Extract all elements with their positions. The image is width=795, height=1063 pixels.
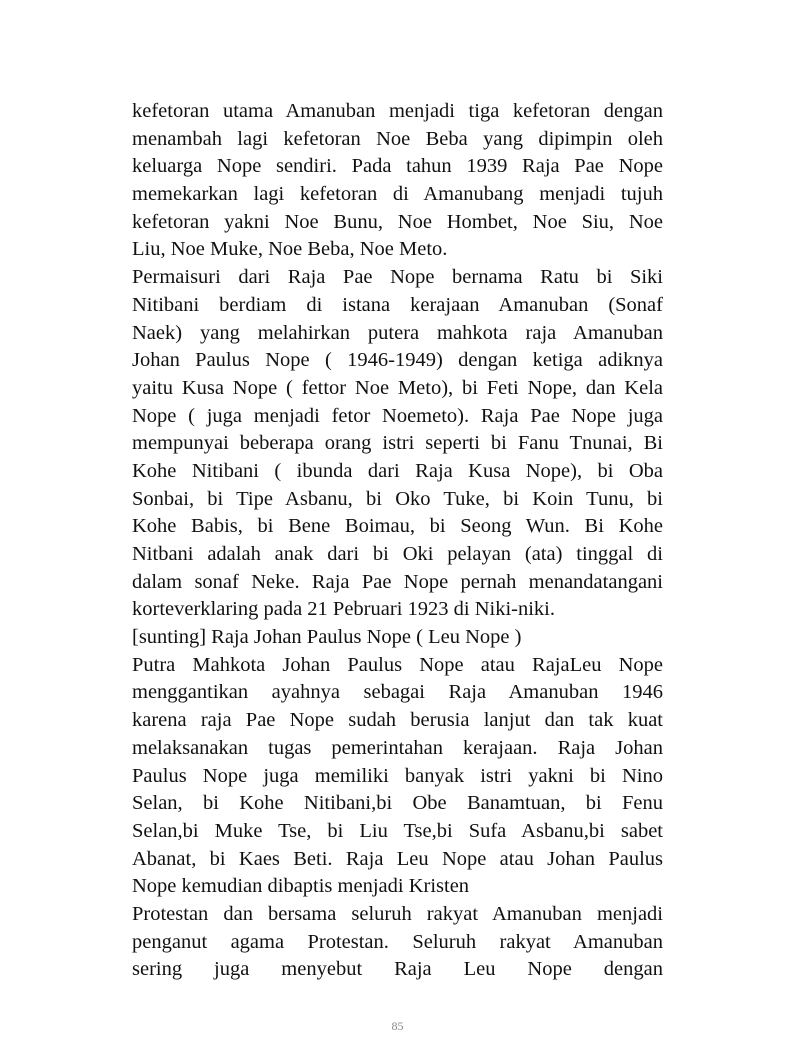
text-line: Sonbai, bi Tipe Asbanu, bi Oko Tuke, bi Koin Tunu, bi	[132, 487, 663, 510]
text-line: Johan Paulus Nope ( 1946-1949) dengan ketiga adiknya	[132, 349, 663, 372]
text-line: Liu, Noe Muke, Noe Beba, Noe Meto.	[132, 238, 448, 261]
text-line: korteverklaring pada 21 Pebruari 1923 di Niki-niki.	[132, 598, 555, 621]
text-line: Permaisuri dari Raja Pae Nope bernama Ratu bi Siki	[132, 266, 663, 289]
text-line: Paulus Nope juga memiliki banyak istri yakni bi Nino	[132, 764, 663, 787]
text-line: Protestan dan bersama seluruh rakyat Amanuban menjadi	[132, 902, 663, 925]
text-line: sering juga menyebut Raja Leu Nope dengan	[132, 958, 663, 981]
section-heading: [sunting] Raja Johan Paulus Nope ( Leu Nope )	[132, 626, 522, 649]
text-line: kefetoran yakni Noe Bunu, Noe Hombet, Noe Siu, Noe	[132, 210, 663, 233]
text-line: Nitbani adalah anak dari bi Oki pelayan (ata) tinggal di	[132, 543, 663, 565]
text-line: Abanat, bi Kaes Beti. Raja Leu Nope atau Johan Paulus	[132, 847, 663, 870]
text-line: memekarkan lagi kefetoran di Amanubang menjadi tujuh	[132, 183, 663, 206]
text-line: Selan,bi Muke Tse, bi Liu Tse,bi Sufa Asbanu,bi sabet	[132, 819, 663, 842]
text-line: Kohe Nitibani ( ibunda dari Raja Kusa Nope), bi Oba	[132, 459, 663, 482]
text-line: karena raja Pae Nope sudah berusia lanjut dan tak kuat	[132, 709, 663, 732]
text-line: mempunyai beberapa orang istri seperti bi Fanu Tnunai, Bi	[132, 432, 663, 455]
text-line: Nitibani berdiam di istana kerajaan Amanuban (Sonaf	[132, 293, 663, 316]
text-line: melaksanakan tugas pemerintahan kerajaan. Raja Johan	[132, 736, 663, 759]
text-line: Nope kemudian dibaptis menjadi Kristen	[132, 875, 470, 898]
text-line: Naek) yang melahirkan putera mahkota raja Amanuban	[132, 321, 663, 344]
page-number: 85	[391, 1019, 404, 1033]
text-line: dalam sonaf Neke. Raja Pae Nope pernah menandatangani	[132, 570, 663, 593]
text-line: menggantikan ayahnya sebagai Raja Amanuban 1946	[132, 681, 663, 704]
text-line: Nope ( juga menjadi fetor Noemeto). Raja Pae Nope juga	[132, 404, 663, 427]
text-line: yaitu Kusa Nope ( fettor Noe Meto), bi Feti Nope, dan Kela	[132, 376, 663, 399]
text-line: keluarga Nope sendiri. Pada tahun 1939 Raja Pae Nope	[132, 155, 663, 178]
text-line: Putra Mahkota Johan Paulus Nope atau RajaLeu Nope	[132, 653, 663, 676]
text-line: menambah lagi kefetoran Noe Beba yang dipimpin oleh	[132, 127, 663, 150]
text-line: penganut agama Protestan. Seluruh rakyat Amanuban	[132, 930, 663, 953]
text-line: Kohe Babis, bi Bene Boimau, bi Seong Wun. Bi Kohe	[132, 515, 663, 538]
body-text	[132, 98, 663, 984]
text-line: kefetoran utama Amanuban menjadi tiga kefetoran dengan	[132, 100, 663, 122]
text-line: Selan, bi Kohe Nitibani,bi Obe Banamtuan, bi Fenu	[132, 792, 663, 815]
